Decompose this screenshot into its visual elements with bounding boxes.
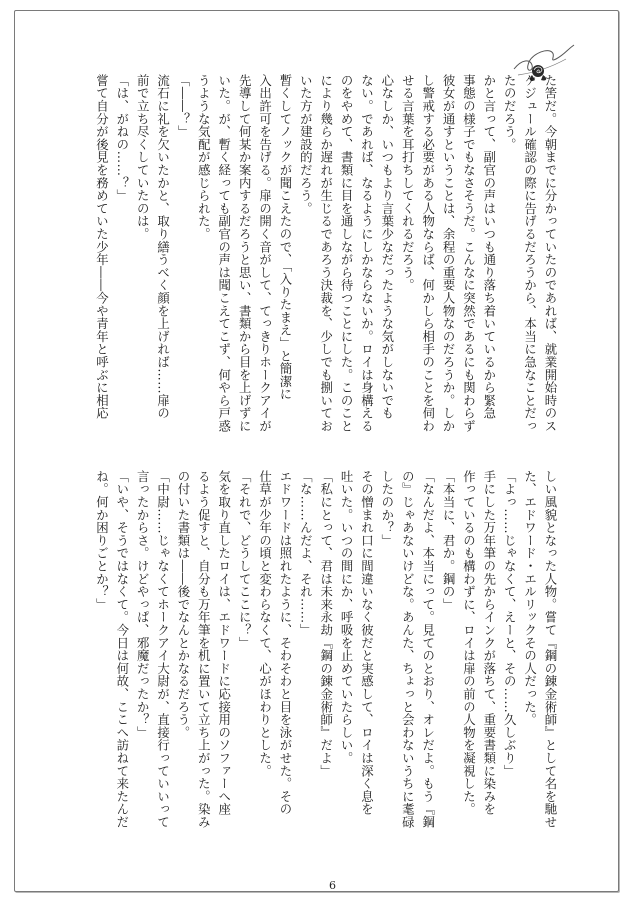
text-line: 前で立ち尽くしていたのは。 bbox=[135, 74, 151, 241]
text-line: 仕草が少年の頃と変わらなくて、心がほわりとした。 bbox=[257, 470, 273, 778]
text-line: 「それで、どうしてここに？」 bbox=[237, 470, 253, 650]
text-line: 「本当に、君か。鋼の」 bbox=[441, 470, 457, 611]
text-line: せる言葉を耳打ちしてくれるだろう。 bbox=[400, 74, 416, 292]
text-line: 暫くしてノックが聞こえたので、「入りたまえ」と簡潔に bbox=[277, 74, 293, 401]
text-line: ない。であれば、なるようにしかならないか。ロイは身構える bbox=[359, 74, 375, 433]
text-line: ね。何か困りごとか？」 bbox=[94, 470, 110, 611]
lower-text-block bbox=[62, 470, 560, 848]
text-line: かと言って、副官の声はいつも通り落ち着いているから緊急 bbox=[481, 74, 497, 420]
text-line: ケジュール確認の際に告げるだろうから、本当に急なことだっ bbox=[522, 74, 538, 433]
text-line: 入出許可を告げる。扉の開く音がして、てっきりホークアイが bbox=[257, 74, 273, 433]
text-line: し警戒する必要がある人物ならば、何かしら相手のことを伺わ bbox=[420, 74, 436, 433]
text-line: た、エドワード・エルリックその人だった。 bbox=[522, 470, 538, 726]
text-line: 「中尉……じゃなくてホークアイ大尉が、直接行っていいって bbox=[155, 470, 171, 829]
text-line: 心なしか、いつもより言葉少なだったような気がしないでも bbox=[379, 74, 395, 420]
page-number: 6 bbox=[329, 879, 336, 892]
text-line: た筈だ。今朝までに分かっていたのであれば、就業開始時のス bbox=[543, 74, 558, 433]
text-line: したのか？」 bbox=[379, 470, 395, 547]
upper-text-block bbox=[62, 74, 560, 452]
text-line: 作っているのも構わずに、ロイは扉の前の人物を凝視した。 bbox=[461, 470, 477, 816]
text-line: 嘗て自分が後見を務めていた少年――今や青年と呼ぶに相応 bbox=[94, 74, 110, 420]
text-line: の付いた書類は――後でなんとかなるだろう。 bbox=[175, 470, 191, 739]
text-line: 事態の様子でもなさそうだ。こんなに突然であるにも関わらず bbox=[461, 74, 477, 433]
text-line: しい風貌となった人物。嘗て『鋼の錬金術師』として名を馳せ bbox=[543, 470, 558, 829]
text-line: いた。が、暫く経っても副官の声は聞こえてこず、何やら戸惑 bbox=[216, 74, 232, 433]
text-line: 「な……んだよ、それ……」 bbox=[298, 470, 314, 637]
text-line: 「は、がねの……？」 bbox=[114, 74, 130, 202]
text-line: 「私にとって、君は未来永劫『鋼の錬金術師』だよ」 bbox=[318, 470, 334, 778]
text-line: 「よっ……じゃなくて、えーと、その……久しぶり」 bbox=[502, 470, 518, 778]
text-line: 気を取り直したロイは、エドワードに応接用のソファーへ座 bbox=[216, 470, 232, 816]
text-line: 言ったからさ。けどやっぱ、邪魔だったか？」 bbox=[135, 470, 151, 739]
text-line: 手にした万年筆の先からインクが落ちて、重要書類に染みを bbox=[481, 470, 497, 816]
text-line: エドワードは照れたように、そわそわと目を泳がせた。その bbox=[277, 470, 293, 816]
text-line: その憎まれ口に間違いなく彼だと実感して、ロイは深く息を bbox=[359, 470, 375, 816]
text-line: 「いや、そうではなくて。今日は何故、ここへ訪ねて来たんだ bbox=[114, 470, 130, 829]
text-line: 「――？」 bbox=[175, 74, 191, 138]
text-line: 先導して何某か案内するだろうと思い、書類から目を上げずに bbox=[237, 74, 253, 433]
text-line: いた方が建設的だろう。 bbox=[298, 74, 314, 215]
text-line: うような気配が感じられた。 bbox=[196, 74, 212, 241]
text-line: たのだろう。 bbox=[502, 74, 518, 151]
text-line: 流石に礼を欠いたかと、取り繕うべく顔を上げれば……扉の bbox=[155, 74, 171, 420]
text-line: 彼女が通すということは、余程の重要人物なのだろうか。しか bbox=[441, 74, 457, 433]
text-line: により幾らか遅れが生じるであろう決裁を、少しでも捌いてお bbox=[318, 74, 334, 433]
text-line: 吐いた。いつの間にか、呼吸を止めていたらしい。 bbox=[339, 470, 355, 765]
text-line: 「なんだよ、本当にって。見てのとおり、オレだよ。もう『鋼 bbox=[420, 470, 436, 829]
text-line: の』じゃあないけどな。あんた、ちょっと会わないうちに耄碌 bbox=[400, 470, 416, 829]
text-line: るよう促すと、自分も万年筆を机に置いて立ち上がった。染み bbox=[196, 470, 212, 829]
text-line: のをやめて、書類に目を通しながら待つことにした。このこと bbox=[339, 74, 355, 433]
